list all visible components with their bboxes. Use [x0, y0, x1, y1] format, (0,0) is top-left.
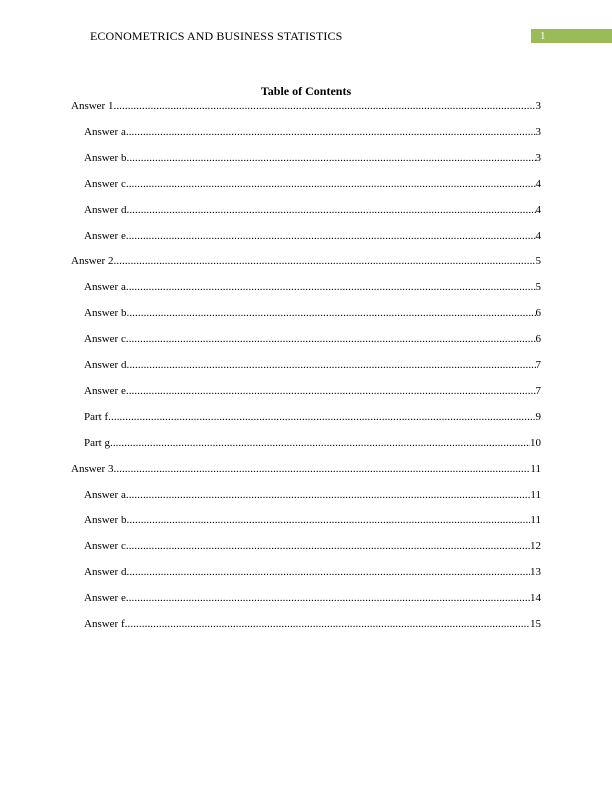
toc-dot-leader: [126, 513, 530, 527]
toc-entry[interactable]: [84, 488, 541, 502]
toc-entry-page-number: 13: [530, 566, 541, 579]
toc-entry-page-number: 11: [530, 514, 541, 527]
toc-dot-leader: [113, 462, 530, 476]
toc-entry-page-number: 5: [535, 255, 541, 268]
toc-dot-leader: [126, 358, 535, 372]
toc-dot-leader: [126, 203, 535, 217]
toc-entry[interactable]: [84, 151, 541, 165]
toc-entry-label: Answer 1: [71, 100, 114, 112]
toc-entry-page-number: 3: [535, 125, 541, 138]
toc-dot-leader: [126, 125, 536, 139]
toc-entry-page-number: 11: [530, 488, 541, 501]
toc-dot-leader: [126, 488, 531, 502]
toc-entry[interactable]: [84, 565, 541, 579]
toc-entry[interactable]: [84, 436, 541, 450]
toc-entry-label: Answer f: [84, 618, 125, 630]
toc-entry-label: Answer 2: [71, 255, 114, 268]
toc-entry-page-number: 3: [535, 151, 541, 164]
toc-entry[interactable]: [84, 539, 541, 553]
toc-entry-label: Answer e: [84, 592, 126, 605]
toc-entry[interactable]: [71, 254, 541, 268]
toc-dot-leader: [126, 229, 536, 243]
toc-entry-page-number: 7: [535, 384, 541, 397]
toc-entry-label: Part f: [84, 410, 109, 423]
toc-entry-label: Answer b: [84, 307, 127, 320]
toc-entry-label: Answer a: [84, 281, 126, 294]
toc-entry[interactable]: [84, 591, 541, 605]
toc-entry[interactable]: [84, 306, 541, 320]
toc-entry-label: Answer b: [84, 151, 127, 164]
running-header-title: ECONOMETRICS AND BUSINESS STATISTICS: [90, 29, 343, 43]
toc-entry[interactable]: [71, 99, 541, 113]
toc-dot-leader: [125, 617, 530, 631]
toc-dot-leader: [113, 99, 535, 113]
toc-entry-page-number: 5: [535, 281, 541, 294]
toc-entry[interactable]: [84, 384, 541, 398]
toc-dot-leader: [126, 332, 536, 346]
toc-entry[interactable]: [84, 617, 541, 631]
toc-entry-page-number: 4: [535, 177, 541, 190]
toc-entry-page-number: 3: [535, 100, 541, 112]
toc-entry-page-number: 9: [535, 410, 541, 423]
toc-entry-label: Answer e: [84, 384, 126, 397]
toc-entry-page-number: 11: [530, 462, 541, 475]
toc-entry[interactable]: [84, 229, 541, 243]
toc-dot-leader: [113, 254, 535, 268]
toc-dot-leader: [108, 410, 535, 424]
toc-dot-leader: [126, 151, 535, 165]
toc-entry-page-number: 6: [535, 307, 541, 320]
toc-entry[interactable]: [84, 513, 541, 527]
toc-heading: Table of Contents: [260, 84, 352, 98]
toc-entry-label: Answer 3: [71, 462, 114, 475]
toc-entry-page-number: 12: [530, 540, 541, 553]
toc-entry-label: Answer a: [84, 125, 126, 138]
toc-dot-leader: [126, 306, 535, 320]
toc-entry[interactable]: [84, 332, 541, 346]
toc-dot-leader: [126, 384, 536, 398]
toc-entry-page-number: 4: [535, 229, 541, 242]
toc-entry-label: Answer a: [84, 488, 126, 501]
toc-entry-label: Answer d: [84, 203, 127, 216]
toc-entry-label: Answer d: [84, 359, 127, 371]
toc-entry-page-number: 6: [535, 333, 541, 346]
toc-entry[interactable]: [84, 203, 541, 217]
toc-dot-leader: [126, 565, 530, 579]
toc-entry[interactable]: [71, 462, 541, 476]
toc-dot-leader: [126, 539, 530, 553]
toc-dot-leader: [126, 280, 536, 294]
toc-entry-label: Answer c: [84, 540, 126, 553]
toc-entry-page-number: 4: [535, 203, 541, 216]
toc-entry-label: Answer c: [84, 177, 126, 190]
toc-dot-leader: [126, 591, 530, 605]
toc-entry-label: Answer c: [84, 333, 126, 346]
toc-entry[interactable]: [84, 410, 541, 424]
toc-entry[interactable]: [84, 177, 541, 191]
toc-entry-label: Answer d: [84, 566, 127, 579]
toc-entry-page-number: 7: [535, 359, 541, 371]
toc-entry-page-number: 10: [530, 436, 541, 449]
toc-entry-label: Answer e: [84, 229, 126, 242]
toc-dot-leader: [110, 436, 530, 450]
toc-entry-label: Answer b: [84, 514, 127, 527]
toc-entry-page-number: 15: [530, 618, 541, 630]
page-number: 1: [540, 30, 546, 42]
toc-dot-leader: [126, 177, 536, 191]
toc-entry[interactable]: [84, 358, 541, 372]
toc-entry-label: Part g: [84, 436, 110, 449]
toc-entry-page-number: 14: [530, 592, 541, 605]
toc-entry[interactable]: [84, 280, 541, 294]
toc-entry[interactable]: [84, 125, 541, 139]
